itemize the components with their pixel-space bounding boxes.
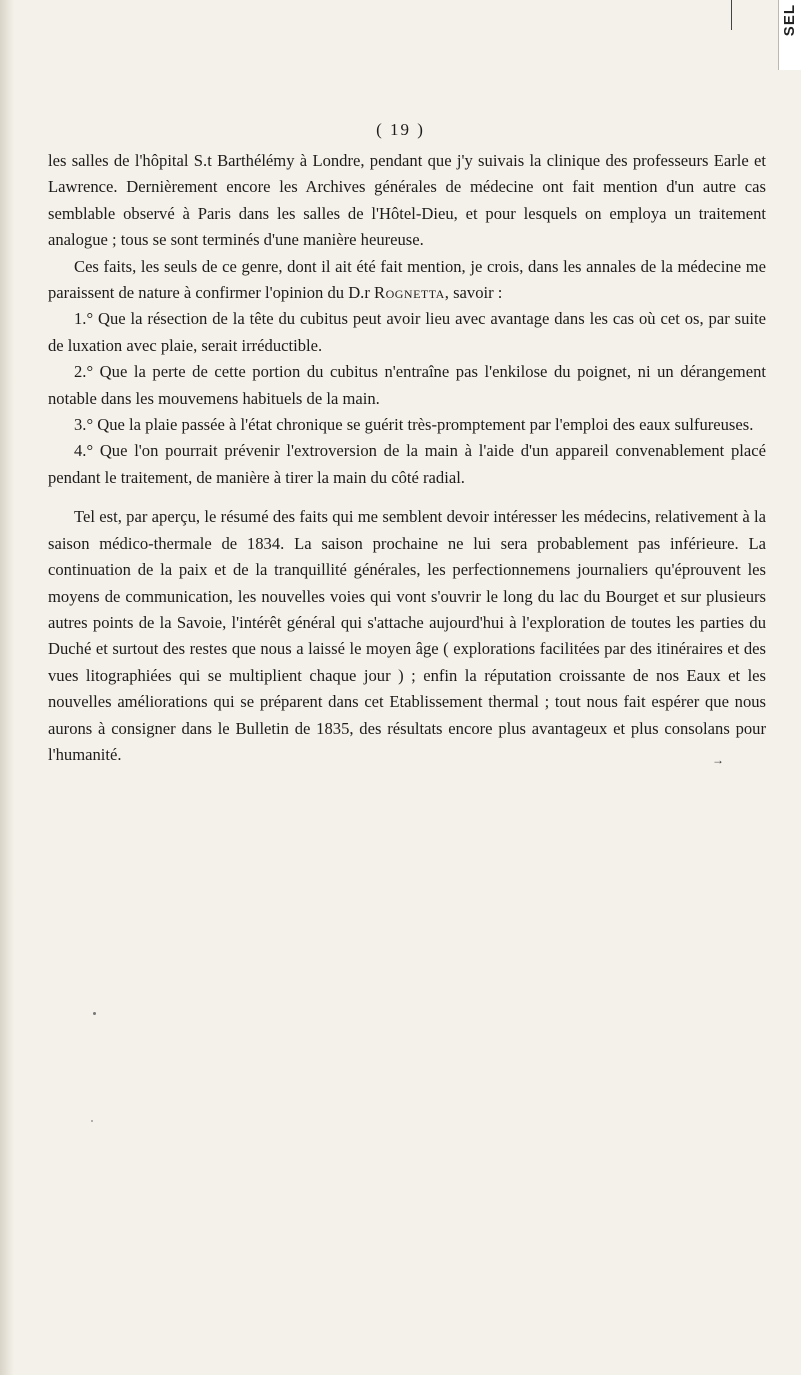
ink-speck: [91, 1120, 93, 1122]
corner-label: SEL: [781, 4, 798, 37]
binding-shadow: [0, 0, 14, 1375]
list-item-1: 1.° Que la résection de la tête du cubitus peut avoir lieu avec avantage dans les cas où cet os, par suite de luxation avec plaie, serait irréductible.: [48, 309, 766, 355]
author-name: Rognetta: [374, 283, 445, 303]
ink-speck: [93, 1012, 96, 1015]
paragraph-2-end: , savoir :: [444, 283, 503, 303]
paragraph-2: [48, 254, 766, 307]
paragraph-1: les salles de l'hôpital S.t Barthélémy à Londre, pendant que j'y suivais la clinique des professeurs Earle et Lawrence. Dernièrement encore les Archives générales de médecine ont fait mention d'un autre cas semblable observé à Paris dans les salles de l'Hôtel-Dieu, et pour lesquels on employa un traitement analogue ; tous se sont terminés d'une manière heureuse.: [48, 151, 766, 250]
corner-tab: [778, 0, 801, 70]
stray-ink-mark: →: [712, 753, 724, 767]
list-item-3: 3.° Que la plaie passée à l'état chronique se guérit très-promptement par l'emploi des eaux sulfureuses.: [74, 415, 754, 435]
list-item-2: 2.° Que la perte de cette portion du cubitus n'entraîne pas l'enkilose du poignet, ni un dérangement notable dans les mouvemens habituels de la main.: [48, 362, 766, 408]
paragraph-conclusion: Tel est, par aperçu, le résumé des faits qui me semblent devoir intéresser les médecins, relativement à la saison médico-thermale de 1834. La saison prochaine ne lui sera probablement pas inférieure. La continuation de la paix et de la tranquillité générales, les perfectionnemens journaliers qu'éprouvent les moyens de communication, les nouvelles voies qui vont s'ouvrir le long du lac du Bourget et sur plusieurs autres points de la Savoie, l'intérêt général qui s'attache aujourd'hui à l'exploration de toutes les parties du Duché et surtout des restes que nous a laissé le moyen âge ( explorations facilitées par des itinéraires et des vues litographiées qui se multiplient chaque jour ) ; enfin la réputation croissante de nos Eaux et les nouvelles améliorations qui se préparent dans cet Etablissement thermal ; tout nous fait espérer que nous aurons à consigner dans le Bulletin de 1835, des résultats encore plus avantageux et plus consolans pour l'humanité.: [48, 507, 766, 764]
list-item-4: 4.° Que l'on pourrait prévenir l'extroversion de la main à l'aide d'un appareil convenablement placé pendant le traitement, de manière à tirer la main du côté radial.: [48, 441, 766, 487]
page-number: ( 19 ): [376, 120, 425, 139]
margin-rule: [731, 0, 732, 30]
paragraph-2-text: Ces faits, les seuls de ce genre, dont il ait été fait mention, je crois, dans les annales de la médecine me paraissent de nature à confirmer l'opinion du D.r: [48, 256, 766, 303]
body-text: [48, 148, 766, 768]
